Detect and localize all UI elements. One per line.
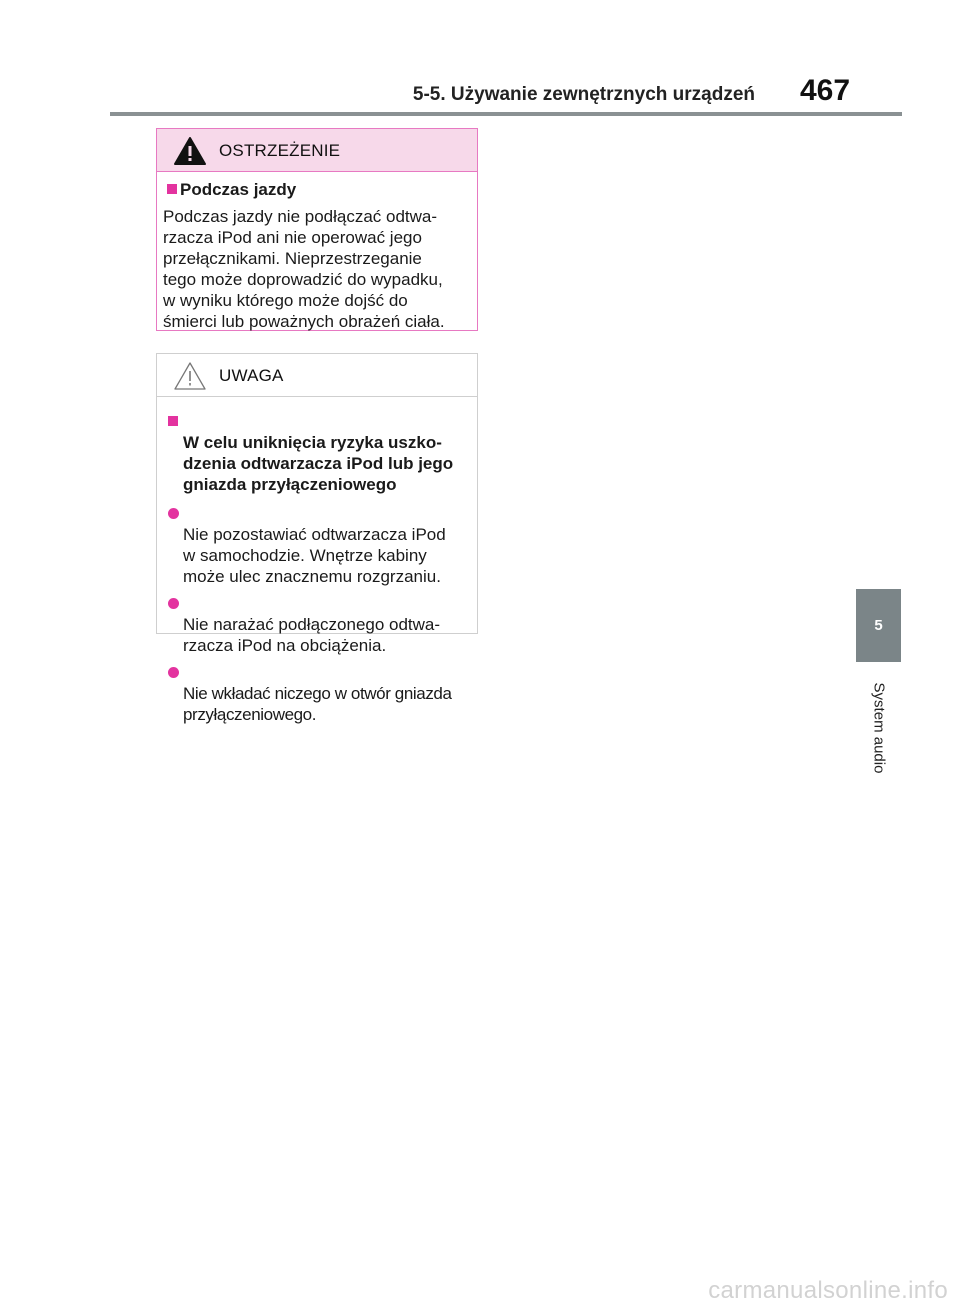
round-bullet-icon [168,508,179,519]
list-item-text: Nie wkładać niczego w otwór gniazda przyłączeniowego. [183,684,452,724]
warning-subheading-text: Podczas jazdy [180,180,297,199]
chapter-tab [856,589,901,662]
list-item [163,503,471,587]
warning-box [156,128,478,331]
list-item-text: Nie narażać podłączonego odtwa- rzacza iPod na obciążenia. [183,615,441,655]
warning-text: Podczas jazdy nie podłączać odtwa- rzacza iPod ani nie operować jego przełącznikami. Nieprzestrzeganie tego może doprowadzić do wypadku, w wyniku którego może dojść do śmierci lub poważnych obrażeń ciała. [163,207,445,331]
chapter-number: 5 [874,617,883,634]
watermark: carmanualsonline.info [708,1277,948,1304]
section-title: 5-5. Używanie zewnętrznych urządzeń [412,84,755,105]
notice-box [156,353,478,724]
notice-header [157,354,477,397]
notice-heading [163,411,471,495]
square-bullet-icon [167,184,177,194]
warning-body [157,172,477,332]
warning-label: OSTRZEŻENIE [219,141,341,160]
list-item [163,662,471,725]
header-rule [110,112,902,116]
warning-subheading [163,179,471,200]
notice-body [157,397,477,725]
page-number: 467 [800,74,851,107]
round-bullet-icon [168,598,179,609]
warning-header [157,129,477,172]
list-item-text: Nie pozostawiać odtwarzacza iPod w samochodzie. Wnętrze kabiny może ulec znacznemu rozgrzaniu. [183,525,446,586]
notice-label: UWAGA [219,366,284,385]
square-bullet-icon [168,416,178,426]
notice-heading-text: W celu uniknięcia ryzyka uszko- dzenia odtwarzacza iPod lub jego gniazda przyłączeniowego [183,433,454,494]
chapter-label: System audio [870,682,887,774]
warning-triangle-icon [173,136,207,166]
caution-triangle-icon [173,361,207,391]
chapter-label-wrap [856,672,901,784]
round-bullet-icon [168,667,179,678]
list-item [163,593,471,656]
